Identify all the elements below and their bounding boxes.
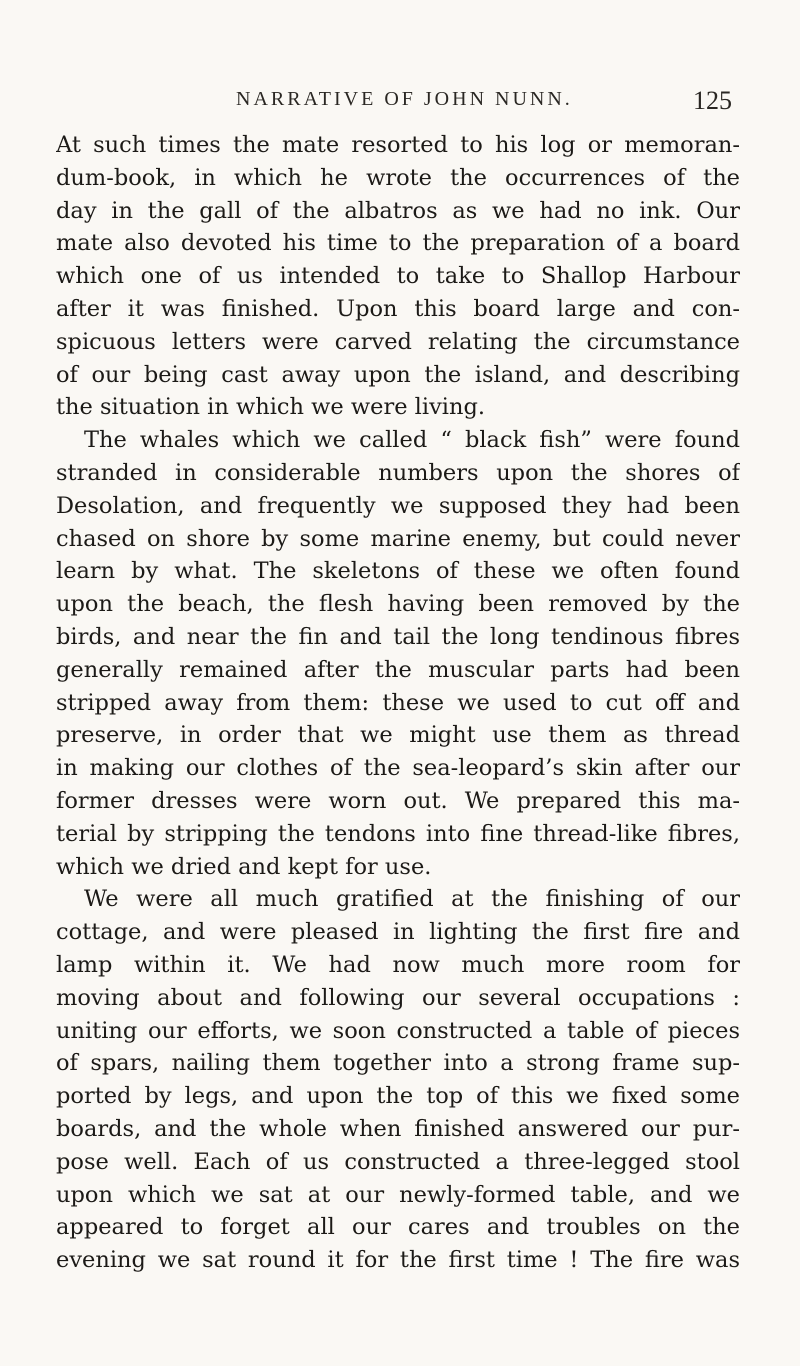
text-line: upon which we sat at our newly-formed table, and we — [56, 1181, 740, 1208]
text-line: Desolation, and frequently we supposed they had been — [56, 492, 740, 519]
text-line: moving about and following our several occupations : — [56, 984, 740, 1011]
text-line: evening we sat round it for the first time ! The fire was — [56, 1247, 740, 1274]
text-line: birds, and near the fin and tail the long tendinous fibres — [56, 623, 740, 650]
text-line: upon the beach, the flesh having been removed by the — [56, 591, 740, 618]
text-line: in making our clothes of the sea-leopard’s skin after our — [56, 755, 740, 782]
text-line: chased on shore by some marine enemy, but could never — [56, 525, 740, 552]
text-line: after it was finished. Upon this board large and con- — [56, 295, 740, 322]
body-text — [56, 129, 740, 1277]
running-title: NARRATIVE OF JOHN NUNN. — [236, 88, 573, 110]
text-line: uniting our efforts, we soon constructed a table of pieces — [56, 1017, 740, 1044]
text-line: We were all much gratified at the finishing of our — [84, 886, 740, 913]
text-line: generally remained after the muscular parts had been — [56, 656, 740, 683]
text-line: stripped away from them: these we used to cut off and — [56, 689, 740, 716]
page-number: 125 — [693, 86, 732, 115]
text-line: At such times the mate resorted to his log or memoran- — [56, 132, 740, 158]
text-line: mate also devoted his time to the preparation of a board — [56, 230, 740, 257]
text-line: preserve, in order that we might use them as thread — [56, 722, 740, 749]
text-line: boards, and the whole when finished answered our pur- — [56, 1115, 740, 1142]
text-line: lamp within it. We had now much more room for — [56, 951, 740, 978]
book-page — [56, 0, 740, 1366]
text-line: ported by legs, and upon the top of this we fixed some — [56, 1083, 740, 1110]
text-line: day in the gall of the albatros as we had no ink. Our — [56, 197, 740, 224]
text-line: stranded in considerable numbers upon the shores of — [56, 459, 740, 486]
text-line: which we dried and kept for use. — [56, 853, 432, 880]
running-head — [56, 86, 740, 116]
text-line: of our being cast away upon the island, and describing — [56, 361, 740, 388]
text-line: the situation in which we were living. — [56, 394, 486, 421]
text-line: cottage, and were pleased in lighting the first fire and — [56, 919, 740, 946]
text-line: dum-book, in which he wrote the occurrences of the — [56, 164, 740, 191]
text-line: terial by stripping the tendons into fine thread-like fibres, — [56, 820, 740, 847]
text-line: The whales which we called “ black fish” were found — [84, 427, 740, 454]
text-line: appeared to forget all our cares and troubles on the — [56, 1214, 740, 1241]
text-line: of spars, nailing them together into a strong frame sup- — [56, 1050, 740, 1077]
text-line: pose well. Each of us constructed a three-legged stool — [56, 1148, 740, 1175]
text-line: spicuous letters were carved relating the circumstance — [56, 328, 740, 355]
text-line: which one of us intended to take to Shallop Harbour — [56, 263, 740, 290]
text-line: learn by what. The skeletons of these we often found — [56, 558, 740, 585]
text-line: former dresses were worn out. We prepared this ma- — [56, 787, 740, 814]
